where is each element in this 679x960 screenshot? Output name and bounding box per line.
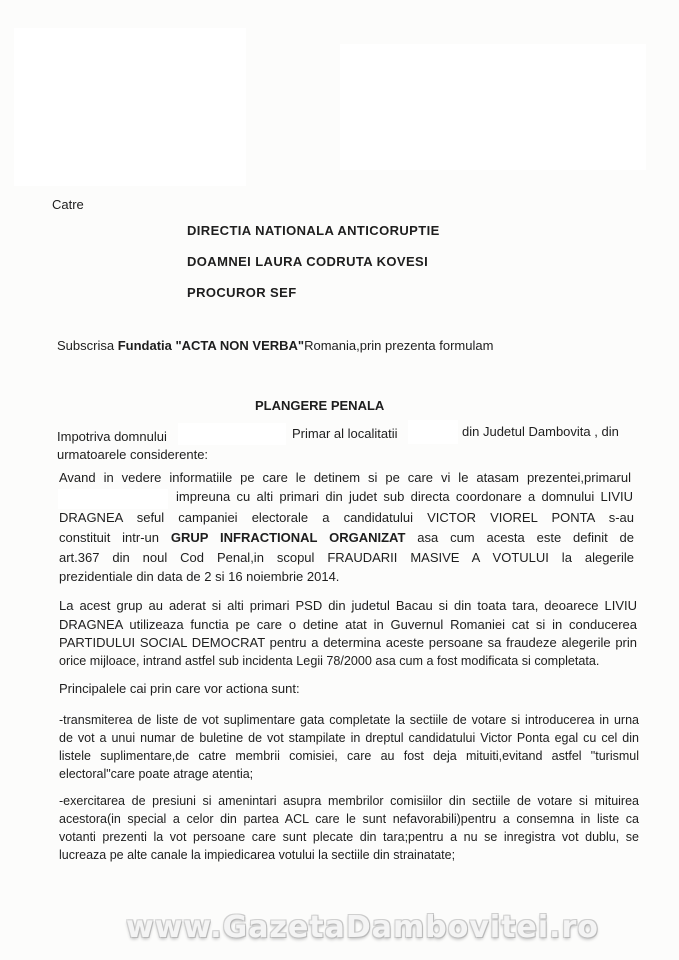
organized-group-term: GRUP INFRACTIONAL ORGANIZAT	[170, 530, 406, 545]
para1-line4	[59, 530, 634, 546]
para1-line1: Avand in vedere informatiile pe care le detinem si pe care vi le atasam prezentei,primarul	[59, 470, 631, 485]
bullet1-line1: -transmiterea de liste de vot suplimentare gata completate la sectiile de votare si introducerea in urna	[59, 713, 639, 727]
para2-line3: PARTIDULUI SOCIAL DEMOCRAT pentru a determina aceste persoane sa fraudeze alegerile prin	[59, 635, 637, 650]
bullet2-line3: votanti prezenti la vot persoane care sunt plecate din tara;pentru a nu se inregistra vot dublu, se	[59, 830, 639, 844]
bullet2-line4: lucreaza pe alte canale la impiedicarea votului la sectiile din strainatate;	[59, 848, 456, 862]
against-judet: din Judetul Dambovita , din	[462, 424, 619, 439]
para1-line4-end: asa cum acesta este definit de	[405, 530, 635, 545]
redacted-mayor-name	[58, 489, 168, 509]
watermark-text: www.GazetaDambovitei.ro	[126, 910, 599, 945]
para1-line6: prezidentiale din data de 2 si 16 noiembrie 2014.	[59, 569, 340, 584]
intro-text-start: Subscrisa	[57, 338, 118, 353]
bullet2-line2: acestora(in special a celor din partea ACL care le sunt nefavorabili)pentru a consemna in liste ca	[59, 812, 639, 826]
redacted-registration-block	[340, 44, 646, 170]
para1-line5: art.367 din noul Cod Penal,in scopul FRAUDARII MASIVE A VOTULUI la alegerile	[59, 550, 634, 565]
redacted-locality	[408, 420, 458, 444]
para1-line4-start: constituit intr-un	[59, 530, 171, 545]
intro-text-end: Romania,prin prezenta formulam	[304, 338, 494, 353]
bullet1-line2: de vot a unui numar de buletine de vot stampilate in dreptul candidatului Victor Ponta egal cu cel din	[59, 731, 639, 745]
intro-organization: Fundatia "ACTA NON VERBA"	[117, 338, 305, 353]
against-primar: Primar al localitatii	[292, 426, 398, 441]
bullet1-line3: listele suplimentare,de catre membrii comisiei, care au fost deja mituiti,evitand astfel "turismul	[59, 749, 639, 763]
para1-line3: DRAGNEA seful campaniei electorale a candidatului VICTOR VIOREL PONTA s-au	[59, 510, 634, 525]
redacted-name	[178, 423, 286, 445]
against-impotriva: Impotriva domnului	[57, 429, 167, 444]
recipient-line-institution: DIRECTIA NATIONALA ANTICORUPTIE	[187, 223, 440, 238]
para1-line2: impreuna cu alti primari din judet sub directa coordonare a domnului LIVIU	[176, 489, 633, 504]
para2-line4: orice mijloace, intrand astfel sub incidenta Legii 78/2000 asa cum a fost modificata si completata.	[59, 654, 600, 668]
catre-label: Catre	[52, 197, 84, 212]
recipient-line-name: DOAMNEI LAURA CODRUTA KOVESI	[187, 254, 429, 269]
recipient-line-title: PROCUROR SEF	[187, 285, 297, 300]
para3-line: Principalele cai prin care vor actiona sunt:	[59, 681, 300, 696]
para2-line2: DRAGNEA utilizeaza functia pe care o detine atat in Guvernul Romaniei cat si in conducerea	[59, 617, 637, 632]
bullet2-line1: -exercitarea de presiuni si amenintari asupra membrilor comisiilor din sectiile de votare si mituirea	[59, 794, 639, 808]
document-title: PLANGERE PENALA	[255, 398, 385, 413]
bullet1-line4: electoral"care poate atrage atentia;	[59, 767, 254, 781]
para2-line1: La acest grup au aderat si alti primari PSD din judetul Bacau si din toata tara, deoarece LIVIU	[59, 598, 637, 613]
redacted-sender-block	[14, 28, 246, 186]
intro-line	[57, 338, 493, 354]
against-considerente: urmatoarele considerente:	[57, 447, 209, 462]
